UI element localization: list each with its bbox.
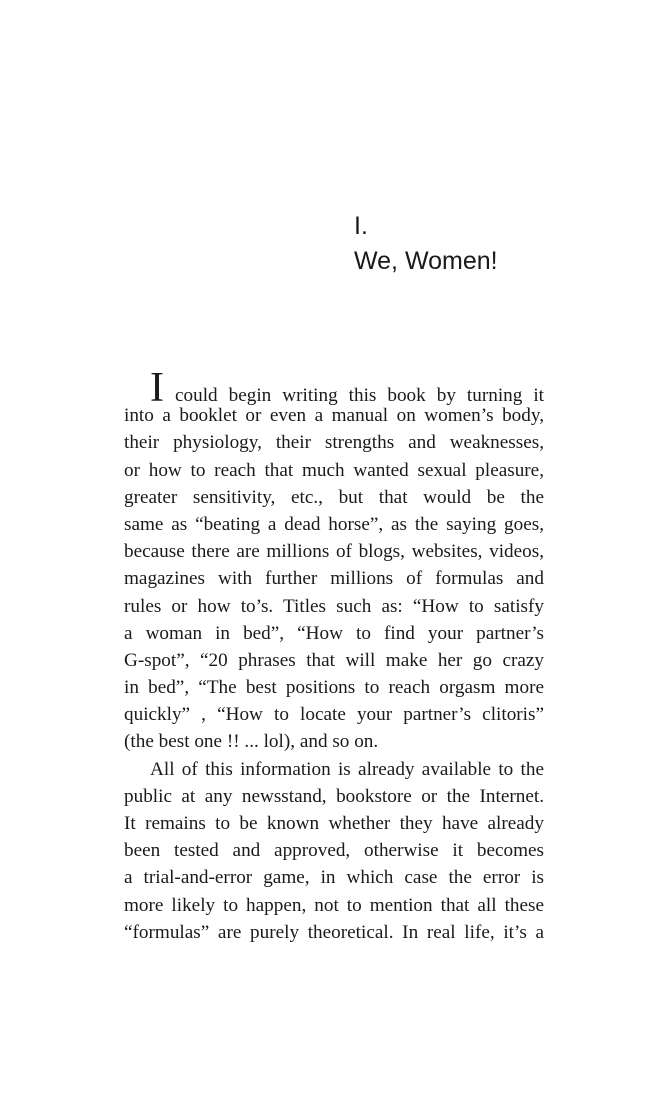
text-line: greater sensitivity, etc., but that would be the — [124, 486, 544, 508]
text-line: been tested and approved, otherwise it becomes — [124, 840, 544, 862]
text-line-content: could begin writing this book by turning it — [175, 385, 545, 406]
chapter-title: We, Women! — [354, 247, 498, 275]
text-line: public at any newsstand, bookstore or the Internet. — [124, 785, 544, 807]
text-line: into a booklet or even a manual on women’s body, — [124, 405, 544, 427]
text-line: quickly” , “How to locate your partner’s clitoris” — [124, 704, 544, 726]
text-line: more likely to happen, not to mention that all these — [124, 894, 544, 916]
text-line: a trial-and-error game, in which case the error is — [124, 867, 544, 889]
text-line: same as “beating a dead horse”, as the saying goes, — [124, 513, 544, 535]
body-text — [124, 365, 545, 946]
chapter-number: I. — [354, 212, 368, 240]
drop-cap: I — [150, 365, 164, 411]
text-line: It remains to be known whether they have already — [124, 813, 544, 834]
text-line: “formulas” are purely theoretical. In real life, it’s a — [124, 921, 544, 943]
text-line: or how to reach that much wanted sexual pleasure, — [124, 459, 544, 481]
text-line: their physiology, their strengths and weaknesses, — [124, 432, 544, 454]
chapter-heading — [354, 209, 498, 279]
text-line: G-spot”, “20 phrases that will make her go crazy — [124, 649, 544, 671]
text-line: because there are millions of blogs, websites, videos, — [124, 541, 544, 563]
text-line — [124, 365, 545, 411]
paragraph-1 — [124, 365, 545, 756]
text-line: All of this information is already available to the — [150, 758, 544, 780]
paragraph-2 — [124, 756, 544, 946]
text-line: rules or how to’s. Titles such as: “How to satisfy — [124, 595, 544, 617]
text-line: (the best one !! ... lol), and so on. — [124, 731, 379, 753]
text-line: a woman in bed”, “How to find your partner’s — [124, 622, 544, 644]
text-line: in bed”, “The best positions to reach orgasm more — [124, 677, 544, 699]
text-line: magazines with further millions of formulas and — [124, 568, 544, 590]
